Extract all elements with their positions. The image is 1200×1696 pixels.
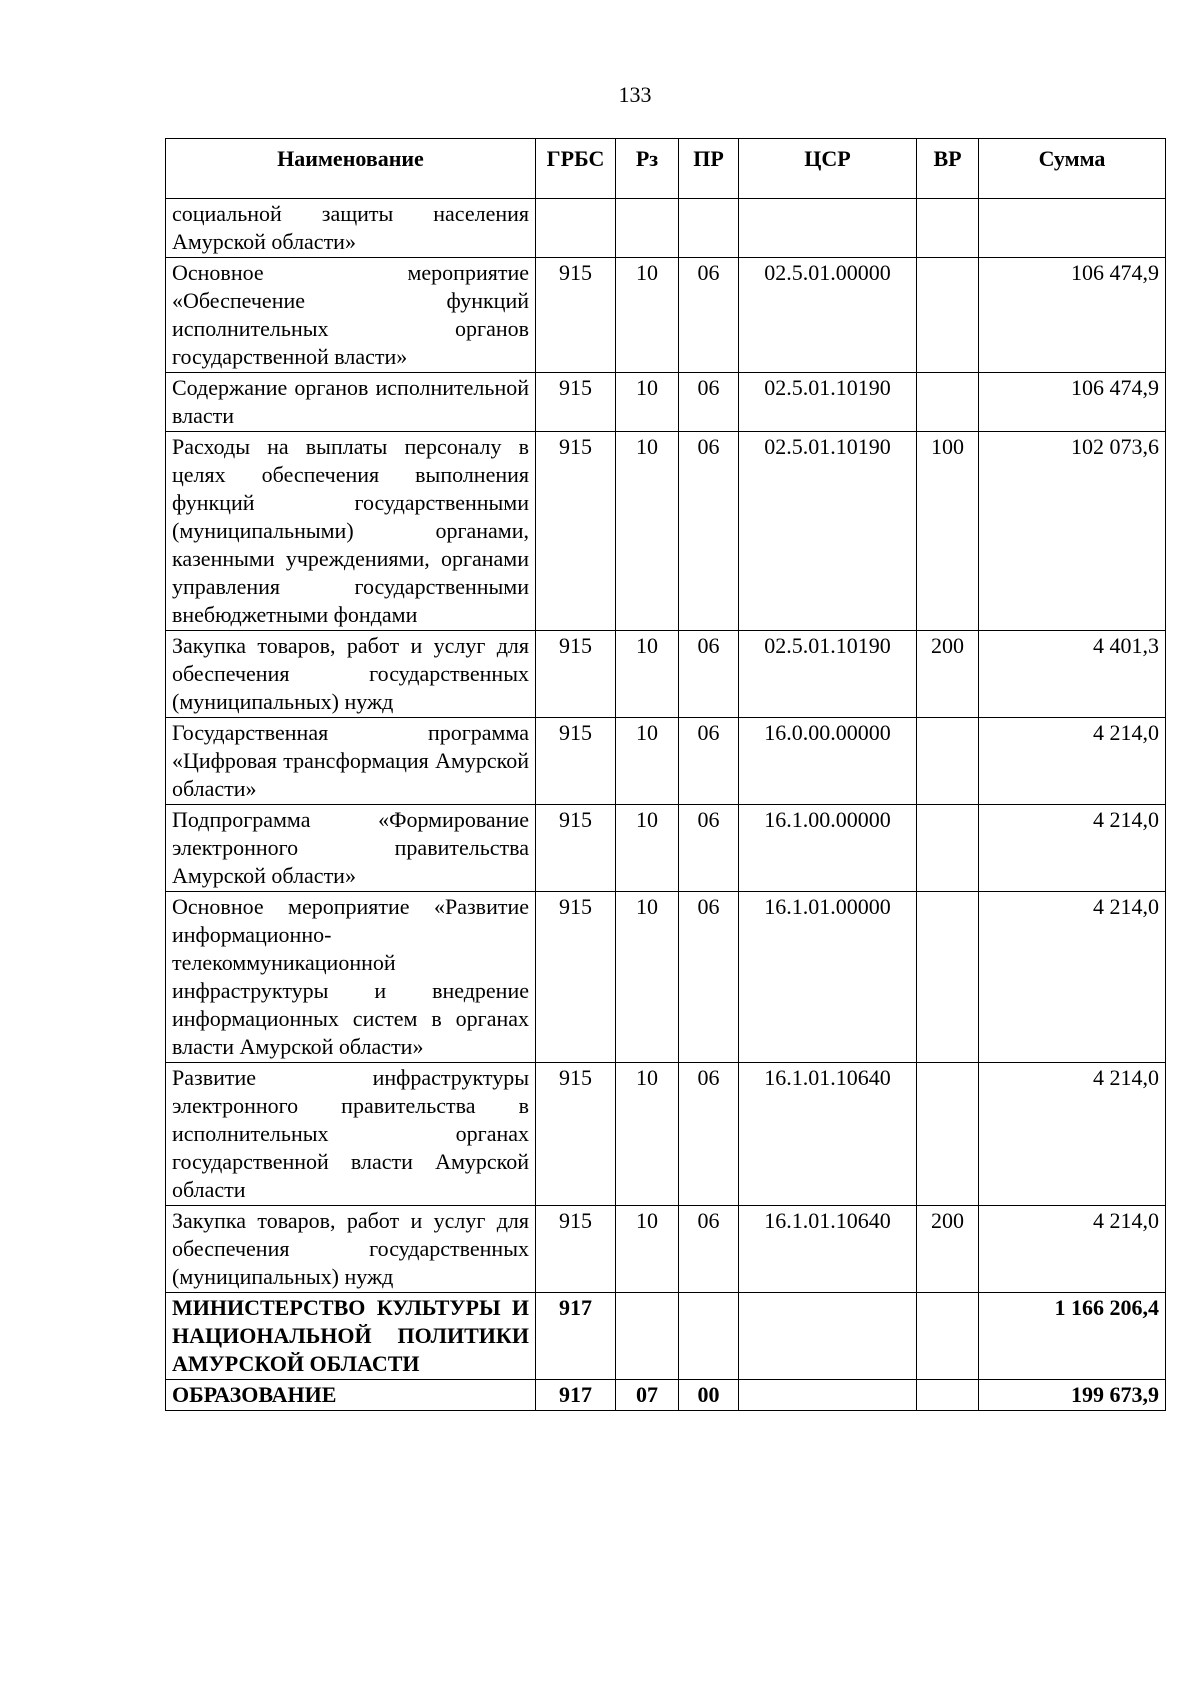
row-sum: 199 673,9 (979, 1380, 1166, 1411)
row-vr (917, 805, 979, 892)
table-row (166, 199, 1166, 258)
row-pr: 06 (679, 631, 739, 718)
row-rz: 10 (616, 432, 679, 631)
row-rz: 10 (616, 892, 679, 1063)
header-csr: ЦСР (739, 139, 917, 199)
row-csr: 16.1.01.10640 (739, 1063, 917, 1206)
row-csr (739, 199, 917, 258)
row-name: МИНИСТЕРСТВО КУЛЬТУРЫ И НАЦИОНАЛЬНОЙ ПОЛИТИКИ АМУРСКОЙ ОБЛАСТИ (166, 1293, 536, 1380)
row-sum: 4 214,0 (979, 1063, 1166, 1206)
row-csr: 02.5.01.00000 (739, 258, 917, 373)
row-vr: 200 (917, 1206, 979, 1293)
row-pr: 06 (679, 892, 739, 1063)
row-grbs: 915 (536, 892, 616, 1063)
row-sum (979, 199, 1166, 258)
row-rz (616, 199, 679, 258)
row-name: Основное мероприятие «Обеспечение функций исполнительных органов государственной власти» (166, 258, 536, 373)
row-vr (917, 718, 979, 805)
row-vr (917, 199, 979, 258)
row-rz: 10 (616, 1206, 679, 1293)
row-csr (739, 1380, 917, 1411)
table-row (166, 892, 1166, 1063)
row-pr (679, 1293, 739, 1380)
row-vr (917, 1293, 979, 1380)
row-csr: 16.1.01.10640 (739, 1206, 917, 1293)
row-grbs: 915 (536, 1206, 616, 1293)
row-rz: 10 (616, 258, 679, 373)
row-sum: 1 166 206,4 (979, 1293, 1166, 1380)
row-sum: 102 073,6 (979, 432, 1166, 631)
row-grbs: 915 (536, 1063, 616, 1206)
row-rz: 07 (616, 1380, 679, 1411)
row-sum: 106 474,9 (979, 373, 1166, 432)
row-rz: 10 (616, 373, 679, 432)
row-grbs: 915 (536, 631, 616, 718)
table-header-row (166, 139, 1166, 199)
table-row (166, 718, 1166, 805)
row-csr: 02.5.01.10190 (739, 631, 917, 718)
row-name: Расходы на выплаты персоналу в целях обеспечения выполнения функций государственными (муниципальными) органами, казенными учреждениями, органами управления государственными внебюджетными фондами (166, 432, 536, 631)
table-row (166, 258, 1166, 373)
row-sum: 4 214,0 (979, 805, 1166, 892)
row-grbs: 915 (536, 373, 616, 432)
table-row (166, 631, 1166, 718)
row-pr: 00 (679, 1380, 739, 1411)
row-name: ОБРАЗОВАНИЕ (166, 1380, 536, 1411)
row-name: Основное мероприятие «Развитие информационно-телекоммуникационной инфраструктуры и внедрение информационных систем в органах власти Амурской области» (166, 892, 536, 1063)
row-name: социальной защиты населения Амурской области» (166, 199, 536, 258)
row-grbs: 915 (536, 258, 616, 373)
header-vr: ВР (917, 139, 979, 199)
header-name: Наименование (166, 139, 536, 199)
row-pr: 06 (679, 718, 739, 805)
row-pr: 06 (679, 258, 739, 373)
row-name: Закупка товаров, работ и услуг для обеспечения государственных (муниципальных) нужд (166, 1206, 536, 1293)
row-pr (679, 199, 739, 258)
row-vr (917, 258, 979, 373)
row-sum: 4 214,0 (979, 892, 1166, 1063)
header-rz: Рз (616, 139, 679, 199)
table-row (166, 1206, 1166, 1293)
row-grbs: 915 (536, 805, 616, 892)
header-pr: ПР (679, 139, 739, 199)
row-csr: 16.1.00.00000 (739, 805, 917, 892)
row-vr (917, 373, 979, 432)
table-row (166, 805, 1166, 892)
row-pr: 06 (679, 373, 739, 432)
row-rz: 10 (616, 1063, 679, 1206)
row-csr: 02.5.01.10190 (739, 432, 917, 631)
row-name: Подпрограмма «Формирование электронного правительства Амурской области» (166, 805, 536, 892)
table-row-ministry (166, 1293, 1166, 1380)
row-csr: 02.5.01.10190 (739, 373, 917, 432)
row-vr (917, 1063, 979, 1206)
row-grbs (536, 199, 616, 258)
row-grbs: 917 (536, 1293, 616, 1380)
row-vr (917, 892, 979, 1063)
row-vr: 200 (917, 631, 979, 718)
page-number: 133 (618, 82, 652, 107)
table-row (166, 373, 1166, 432)
budget-table (165, 138, 1166, 1411)
row-pr: 06 (679, 1063, 739, 1206)
row-name: Государственная программа «Цифровая трансформация Амурской области» (166, 718, 536, 805)
table-row-section (166, 1380, 1166, 1411)
row-csr (739, 1293, 917, 1380)
row-pr: 06 (679, 432, 739, 631)
row-name: Содержание органов исполнительной власти (166, 373, 536, 432)
row-rz: 10 (616, 718, 679, 805)
row-grbs: 917 (536, 1380, 616, 1411)
row-rz: 10 (616, 631, 679, 718)
table-row (166, 432, 1166, 631)
row-vr (917, 1380, 979, 1411)
table-row (166, 1063, 1166, 1206)
row-pr: 06 (679, 805, 739, 892)
row-name: Закупка товаров, работ и услуг для обеспечения государственных (муниципальных) нужд (166, 631, 536, 718)
header-grbs: ГРБС (536, 139, 616, 199)
row-sum: 4 401,3 (979, 631, 1166, 718)
row-pr: 06 (679, 1206, 739, 1293)
row-sum: 4 214,0 (979, 718, 1166, 805)
row-sum: 4 214,0 (979, 1206, 1166, 1293)
row-csr: 16.0.00.00000 (739, 718, 917, 805)
row-rz: 10 (616, 805, 679, 892)
row-grbs: 915 (536, 718, 616, 805)
row-sum: 106 474,9 (979, 258, 1166, 373)
header-sum: Сумма (979, 139, 1166, 199)
row-csr: 16.1.01.00000 (739, 892, 917, 1063)
row-vr: 100 (917, 432, 979, 631)
row-name: Развитие инфраструктуры электронного правительства в исполнительных органах государственной власти Амурской области (166, 1063, 536, 1206)
row-rz (616, 1293, 679, 1380)
row-grbs: 915 (536, 432, 616, 631)
